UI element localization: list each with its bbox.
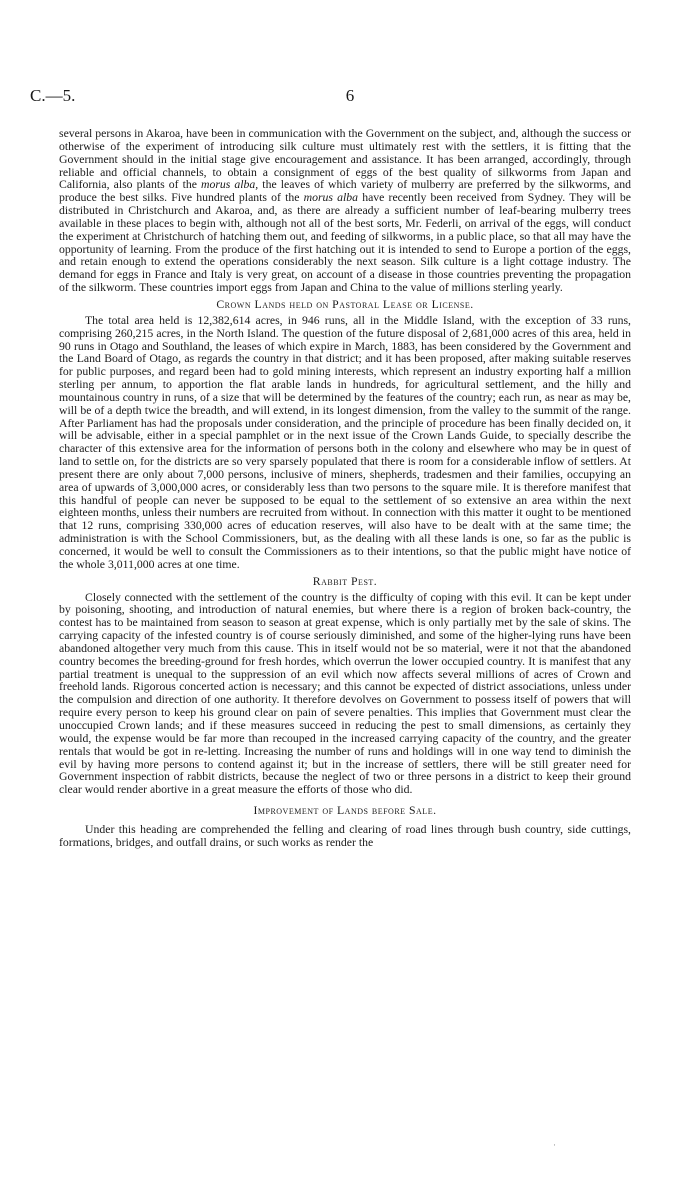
body-text (59, 128, 631, 850)
section-heading-rabbit-pest: Rabbit Pest. (312, 574, 378, 588)
page-number: 6 (345, 86, 355, 105)
silk-culture-paragraph (59, 128, 631, 295)
text-run: have recently been received from Sydney. They will be distributed in Christchurch and Akaroa, and, as there are already a sufficient number of leaf-bearing mulberry trees available in these places to begin with, although not all of the best sorts, Mr. Federli, on arrival of the eggs, will conduct the experiment at Christchurch of hatching them out, and feeding of silkworms, in a public place, so that all may have the opportunity of learning. From the produce of the first hatching out it is intended to send to Europe a portion of the eggs, and retain enough to extend the operations considerably the next season. Silk culture is a light cottage industry. The demand for eggs in France and Italy is very great, on account of a disease in those countries preventing the propagation of the silkworm. These countries import eggs from Japan and China to the value of millions sterling yearly. (59, 191, 631, 295)
italic-term: morus alba, (200, 178, 259, 192)
document-reference: C.—5. (30, 86, 76, 105)
italic-term: morus alba (303, 191, 359, 205)
crown-lands-paragraph: The total area held is 12,382,614 acres, in 946 runs, all in the Middle Island, with the exception of 33 runs, comprising 260,215 acres, in the North Island. The question of the future disposal of 2,681,000 acres of this area, held in 90 runs in Otago and Southland, the leases of which expire in March, 1883, has been considered by the Government and the Land Board of Otago, as regards the country in that district; and it has been proposed, after making suitable reserves for public purposes, and regard been had to gold mining interests, which represent an industry exporting half a million sterling per annum, to apportion the flat arable lands in hundreds, for agricultural settlement, and the hilly and mountainous country in runs, of a size that will be determined by the features of the country; each run, as near as may be, will be of a depth twice the breadth, and will extend, in its longest dimension, from the valley to the summit of the range. After Parliament has had the proposals under consideration, and the principle of procedure has been finally decided on, it will be advisable, either in a special pamphlet or in the next issue of the Crown Lands Guide, to specially describe the character of this extensive area for the information of persons both in the colony and elsewhere who may be in quest of land to settle on, for the districts are so very sparsely populated that there is room for a considerable inflow of settlers. At present there are only about 7,000 persons, inclusive of miners, shepherds, tradesmen and their families, occupying an area of upwards of 3,000,000 acres, or considerably less than two persons to the square mile. It is therefore manifest that this handful of people can never be supposed to be equal to the settlement of so extensive an area within the next eighteen months, unless their numbers are recruited from without. In connection with this matter it ought to be mentioned that 12 runs, comprising 330,000 acres of education reserves, will also have to be dealt with at the same time; the administration is with the School Commissioners, but, as the dealing with all these lands is one, so far as the public is concerned, it would be well to consult the Commissioners as to their intentions, so that the public might have notice of the whole 3,011,000 acres at one time. (59, 313, 631, 571)
rabbit-pest-paragraph: Closely connected with the settlement of the country is the difficulty of coping with this evil. It can be kept under by poisoning, shooting, and introduction of natural enemies, but where there is a region of broken back-country, the contest has to be maintained from season to season at great expense, which is only partially met by the sale of skins. The carrying capacity of the infested country is of course seriously diminished, and some of the higher-lying runs have been abandoned altogether very much from this cause. This in itself would not be so material, were it not that the abandoned country becomes the breeding-ground for fresh hordes, which overrun the lower occupied country. It is manifest that any partial treatment is unequal to the suppression of an evil which now affects several millions of acres of Crown and freehold lands. Rigorous concerted action is necessary; and this cannot be expected of district associations, unless under the compulsion and direction of one authority. It therefore devolves on Government to possess itself of powers that will require every person to keep his ground clear on pain of severe penalties. This implies that Government must clear the unoccupied Crown lands; and if these measures succeed in reducing the pest to small dimensions, as certainly they would, the expense would be far more than recouped in the increased carrying capacity of the country, and the greater rentals that would be got in re-letting. Increasing the number of runs and holdings will in one way tend to diminish the evil by having more persons to contend against it; but in the increase of settlers, there will be still greater need for Government inspection of rabbit districts, because the neglect of two or three persons in a district to keep their ground clear would render abortive in a great measure the efforts of those who did. (59, 590, 631, 797)
section-heading-crown-lands: Crown Lands held on Pastoral Lease or License. (216, 297, 474, 311)
page-header (30, 86, 670, 106)
improvement-paragraph: Under this heading are comprehended the felling and clearing of road lines through bush country, side cuttings, formations, bridges, and outfall drains, or such works as render the (59, 822, 631, 849)
section-heading-improvement: Improvement of Lands before Sale. (253, 804, 437, 818)
text-run: the leaves of which variety of mulberry are preferred by the silkworms, and produce the best silks. Five hundred plants of the (59, 178, 631, 205)
printer-mark: · (553, 1140, 556, 1150)
text-run: several persons in Akaroa, have been in communication with the Government on the subject, and, although the success or otherwise of the experiment of introducing silk culture must ultimately rest with the settlers, it is fitting that the Government should in the initial stage give encouragement and assistance. It has been arranged, accordingly, through reliable and official channels, to obtain a consignment of eggs of the best quality of silkworms from Japan and California, also plants of the (59, 127, 631, 192)
